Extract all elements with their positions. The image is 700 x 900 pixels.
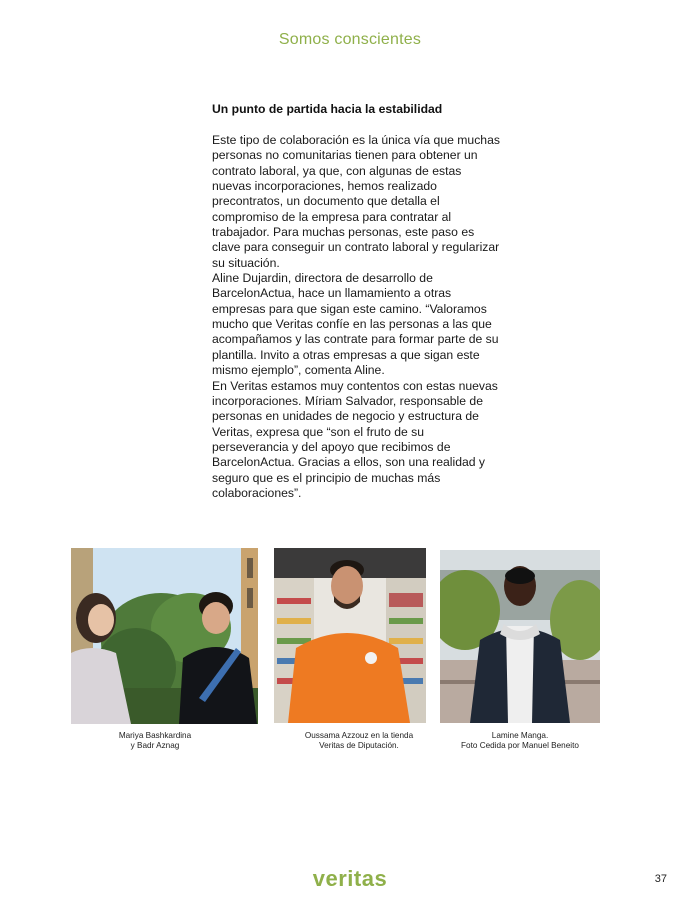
photo-caption-3 bbox=[440, 731, 600, 750]
section-title: Somos conscientes bbox=[278, 31, 422, 48]
article-heading: Un punto de partida hacia la estabilidad bbox=[212, 102, 443, 116]
caption-line: Veritas de Diputación. bbox=[319, 740, 399, 750]
veritas-logo: veritas bbox=[312, 866, 388, 888]
caption-line: Lamine Manga. bbox=[491, 731, 549, 740]
article-paragraph-1: Este tipo de colaboración es la única vía que muchas personas no comunitarias tienen para obtener un contrato laboral, ya que, con algunas de estas nuevas incorporaciones, hemos realizado precontratos, un documento que detalla el compromiso de la empresa para contratar al trabajador. Para muchas personas, este paso es clave para conseguir un contrato laboral y regularizar su situación. bbox=[212, 133, 500, 270]
page-number: 37 bbox=[654, 873, 667, 885]
article-paragraph-2: Aline Dujardin, directora de desarrollo de BarcelonActua, hace un llamamiento a otras empresas para que sigan este camino. “Valoramos mucho que Veritas confíe en las personas a las que acompañamos y las contrate para formar parte de su plantilla. Invito a otras empresas a que sigan este mismo ejemplo”, comenta Aline. bbox=[212, 271, 499, 378]
caption-line: Mariya Bashkardina bbox=[118, 731, 192, 740]
photo-oussama bbox=[274, 548, 426, 723]
photo-lamine bbox=[440, 550, 600, 723]
photo-mariya-badr bbox=[71, 548, 258, 724]
caption-line: y Badr Aznag bbox=[130, 740, 180, 750]
photo-caption-1 bbox=[71, 731, 239, 750]
caption-line: Oussama Azzouz en la tienda bbox=[304, 731, 414, 740]
article-paragraph-3: En Veritas estamos muy contentos con estas nuevas incorporaciones. Míriam Salvador, responsable de personas en unidades de negocio y estructura de Veritas, expresa que “son el fruto de su perseverancia y del apoyo que recibimos de BarcelonActua. Gracias a ellos, son una realidad y seguro que es el principio de muchas más colaboraciones”. bbox=[212, 378, 498, 500]
article bbox=[212, 102, 502, 501]
caption-line: Foto Cedida por Manuel Beneito bbox=[461, 740, 579, 750]
photo-caption-2 bbox=[274, 731, 444, 750]
